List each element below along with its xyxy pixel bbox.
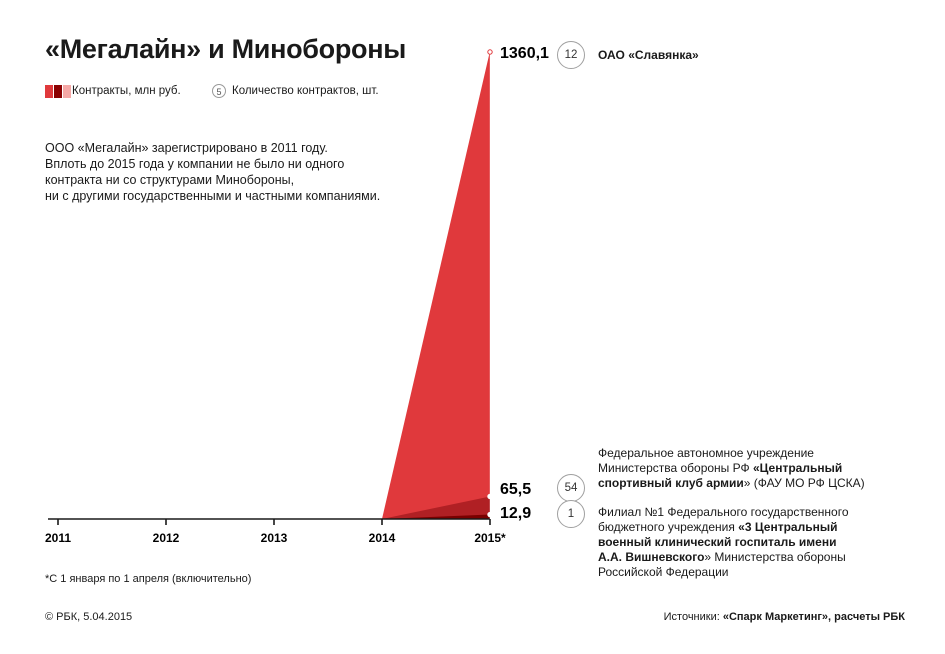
count-badge-slavyanka: 12 (557, 41, 585, 69)
point-slavyanka (488, 50, 492, 54)
text-plain: » (ФАУ МО РФ ЦСКА) (743, 476, 865, 490)
value-label-cska: 65,5 (500, 481, 532, 498)
legend-contracts-label: Контракты, млн руб. (72, 85, 181, 97)
footnote: *С 1 января по 1 апреля (включительно) (45, 573, 252, 585)
customer-hospital-line (598, 535, 849, 550)
customer-hospital-line: Филиал №1 Федерального государственного (598, 505, 849, 519)
customer-cska (598, 446, 865, 491)
point-hospital (488, 512, 492, 516)
text-bold: А.А. Вишневского (598, 550, 705, 564)
note-line: контракта ни со структурами Минобороны, (45, 173, 295, 187)
customer-hospital-line: Российской Федерации (598, 565, 729, 579)
x-tick-label: 2012 (152, 531, 180, 545)
chart-title: «Мегалайн» и Минобороны (45, 34, 406, 64)
text-plain: Министерства обороны РФ (598, 461, 753, 475)
value-label-slavyanka: 1360,1 (500, 45, 549, 62)
x-tick-label: 2011 (44, 531, 72, 545)
sources-prefix: Источники: (663, 611, 723, 623)
customer-hospital-line (598, 550, 849, 565)
customer-slavyanka: ОАО «Славянка» (598, 48, 699, 62)
text-bold: «Центральный (752, 461, 843, 475)
legend-count-circle-icon: 5 (212, 84, 226, 98)
customer-cska-line: Федеральное автономное учреждение (598, 446, 814, 460)
copyright: © РБК, 5.04.2015 (45, 611, 133, 623)
x-tick-label: 2013 (260, 531, 288, 545)
legend-count-label: Количество контрактов, шт. (232, 85, 379, 97)
text-bold: военный клинический госпиталь имени (598, 535, 837, 549)
note-line: ни с другими государственными и частными компаниями. (45, 189, 381, 203)
note-line: Вплоть до 2015 года у компании не было ни одного (45, 157, 345, 171)
customer-hospital (598, 505, 849, 580)
area-slavyanka (382, 51, 490, 519)
x-tick-label: 2014 (368, 531, 396, 545)
customer-cska-line (598, 461, 865, 476)
sources (664, 611, 905, 623)
text-bold: «3 Центральный (738, 520, 838, 534)
x-tick-label: 2015* (474, 531, 506, 545)
text-bold: спортивный клуб армии (598, 476, 744, 490)
count-badge-cska: 54 (557, 474, 585, 502)
x-tick-labels (45, 531, 506, 545)
point-cska (488, 494, 492, 498)
count-badge-hospital: 1 (557, 500, 585, 528)
sources-bold: «Спарк Маркетинг», расчеты РБК (722, 611, 905, 623)
text-plain: бюджетного учреждения (598, 520, 739, 534)
customer-cska-line (598, 476, 865, 491)
customer-hospital-line (598, 520, 849, 535)
note-line: ООО «Мегалайн» зарегистрировано в 2011 году. (45, 141, 328, 155)
x-ticks (58, 519, 490, 525)
value-label-hospital: 12,9 (500, 505, 532, 522)
text-plain: » Министерства обороны (704, 550, 846, 564)
